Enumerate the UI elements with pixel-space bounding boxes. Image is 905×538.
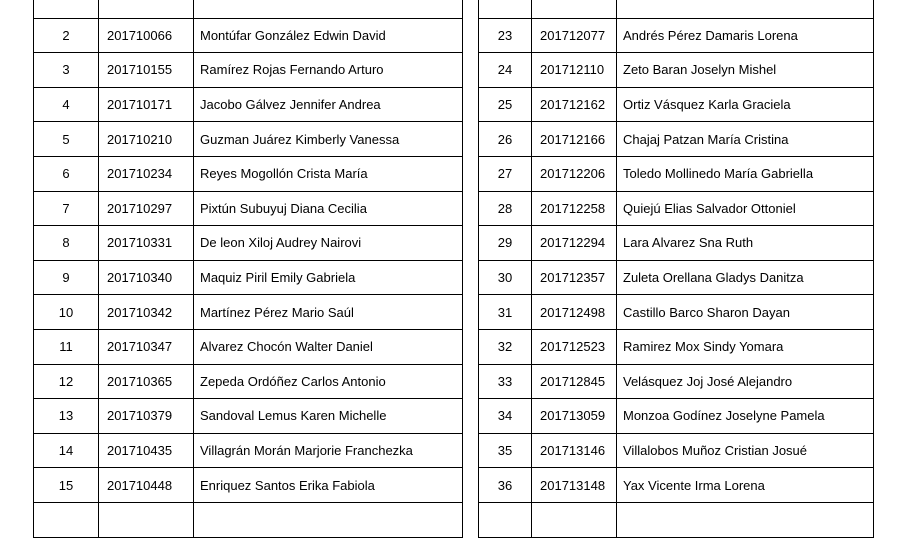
student-id: 201710155	[99, 53, 194, 88]
table-row	[479, 122, 874, 157]
row-number: 11	[34, 329, 99, 364]
table-row	[34, 156, 463, 191]
row-number: 4	[34, 87, 99, 122]
student-name: Andrés Pérez Damaris Lorena	[617, 18, 874, 53]
row-number: 2	[34, 18, 99, 53]
student-id: 201710297	[99, 191, 194, 226]
student-id: 201710448	[99, 468, 194, 503]
student-id: 201712166	[532, 122, 617, 157]
row-number	[34, 0, 99, 18]
row-number: 14	[34, 433, 99, 468]
student-id: 201710435	[99, 433, 194, 468]
student-name	[617, 502, 874, 537]
row-number: 35	[479, 433, 532, 468]
table-row	[479, 226, 874, 261]
student-id: 201710342	[99, 295, 194, 330]
table-row	[479, 468, 874, 503]
row-number: 13	[34, 399, 99, 434]
student-name: De leon Xiloj Audrey Nairovi	[194, 226, 463, 261]
row-number: 6	[34, 156, 99, 191]
student-name: Jacobo Gálvez Jennifer Andrea	[194, 87, 463, 122]
student-name: Velásquez Joj José Alejandro	[617, 364, 874, 399]
table-row	[34, 53, 463, 88]
student-id: 201713146	[532, 433, 617, 468]
student-name: Ramírez Rojas Fernando Arturo	[194, 53, 463, 88]
student-id: 201712845	[532, 364, 617, 399]
row-number	[479, 0, 532, 18]
table-row	[479, 191, 874, 226]
student-name: Castillo Barco Sharon Dayan	[617, 295, 874, 330]
student-id: 201710347	[99, 329, 194, 364]
student-id: 201713148	[532, 468, 617, 503]
student-id: 201712206	[532, 156, 617, 191]
student-table-right	[478, 0, 874, 538]
table-row	[479, 502, 874, 537]
table-row	[479, 53, 874, 88]
student-table-left	[33, 0, 463, 538]
table-row	[479, 329, 874, 364]
student-id: 201712294	[532, 226, 617, 261]
row-number	[34, 502, 99, 537]
student-name: Maquiz Piril Emily Gabriela	[194, 260, 463, 295]
table-row	[479, 295, 874, 330]
student-name	[194, 0, 463, 18]
student-id: 201712162	[532, 87, 617, 122]
student-id: 201710340	[99, 260, 194, 295]
row-number: 32	[479, 329, 532, 364]
row-number: 7	[34, 191, 99, 226]
table-row	[34, 399, 463, 434]
table-row	[34, 226, 463, 261]
row-number: 25	[479, 87, 532, 122]
row-number: 30	[479, 260, 532, 295]
row-number: 12	[34, 364, 99, 399]
table-row	[479, 399, 874, 434]
student-id: 201710331	[99, 226, 194, 261]
row-number: 28	[479, 191, 532, 226]
table-row	[34, 364, 463, 399]
student-name: Guzman Juárez Kimberly Vanessa	[194, 122, 463, 157]
student-name: Zepeda Ordóñez Carlos Antonio	[194, 364, 463, 399]
table-row	[479, 433, 874, 468]
student-name: Alvarez Chocón Walter Daniel	[194, 329, 463, 364]
student-id: 201712498	[532, 295, 617, 330]
student-name: Lara Alvarez Sna Ruth	[617, 226, 874, 261]
student-name: Chajaj Patzan María Cristina	[617, 122, 874, 157]
student-id	[99, 0, 194, 18]
row-number: 31	[479, 295, 532, 330]
student-name: Yax Vicente Irma Lorena	[617, 468, 874, 503]
student-id: 201712523	[532, 329, 617, 364]
table-row	[479, 260, 874, 295]
table-row	[34, 191, 463, 226]
row-number: 24	[479, 53, 532, 88]
student-name: Sandoval Lemus Karen Michelle	[194, 399, 463, 434]
row-number	[479, 502, 532, 537]
table-row	[479, 156, 874, 191]
student-id: 201710234	[99, 156, 194, 191]
student-name: Enriquez Santos Erika Fabiola	[194, 468, 463, 503]
student-name	[194, 502, 463, 537]
student-id: 201712110	[532, 53, 617, 88]
row-number: 10	[34, 295, 99, 330]
table-row	[34, 502, 463, 537]
student-name: Martínez Pérez Mario Saúl	[194, 295, 463, 330]
row-number: 36	[479, 468, 532, 503]
student-name: Ortiz Vásquez Karla Graciela	[617, 87, 874, 122]
student-name: Zuleta Orellana Gladys Danitza	[617, 260, 874, 295]
table-row	[34, 468, 463, 503]
table-row	[479, 0, 874, 18]
student-id: 201710171	[99, 87, 194, 122]
student-id	[532, 502, 617, 537]
row-number: 3	[34, 53, 99, 88]
student-id: 201712357	[532, 260, 617, 295]
row-number: 9	[34, 260, 99, 295]
table-row	[479, 364, 874, 399]
student-name	[617, 0, 874, 18]
row-number: 34	[479, 399, 532, 434]
student-id: 201710365	[99, 364, 194, 399]
table-row	[34, 87, 463, 122]
table-row	[479, 87, 874, 122]
table-row	[34, 295, 463, 330]
student-id: 201712077	[532, 18, 617, 53]
student-id: 201712258	[532, 191, 617, 226]
student-name: Villagrán Morán Marjorie Franchezka	[194, 433, 463, 468]
row-number: 8	[34, 226, 99, 261]
table-row	[34, 0, 463, 18]
student-id: 201710379	[99, 399, 194, 434]
row-number: 27	[479, 156, 532, 191]
table-row	[34, 329, 463, 364]
table-row	[479, 18, 874, 53]
row-number: 15	[34, 468, 99, 503]
table-row	[34, 122, 463, 157]
student-id: 201710066	[99, 18, 194, 53]
row-number: 23	[479, 18, 532, 53]
student-name: Toledo Mollinedo María Gabriella	[617, 156, 874, 191]
student-name: Montúfar González Edwin David	[194, 18, 463, 53]
row-number: 26	[479, 122, 532, 157]
student-name: Quiejú Elias Salvador Ottoniel	[617, 191, 874, 226]
table-row	[34, 433, 463, 468]
student-id: 201713059	[532, 399, 617, 434]
student-id	[99, 502, 194, 537]
student-name: Pixtún Subuyuj Diana Cecilia	[194, 191, 463, 226]
row-number: 5	[34, 122, 99, 157]
student-id	[532, 0, 617, 18]
student-name: Monzoa Godínez Joselyne Pamela	[617, 399, 874, 434]
table-row	[34, 18, 463, 53]
student-name: Reyes Mogollón Crista María	[194, 156, 463, 191]
student-name: Zeto Baran Joselyn Mishel	[617, 53, 874, 88]
student-name: Villalobos Muñoz Cristian Josué	[617, 433, 874, 468]
student-name: Ramirez Mox Sindy Yomara	[617, 329, 874, 364]
row-number: 29	[479, 226, 532, 261]
row-number: 33	[479, 364, 532, 399]
table-row	[34, 260, 463, 295]
student-id: 201710210	[99, 122, 194, 157]
